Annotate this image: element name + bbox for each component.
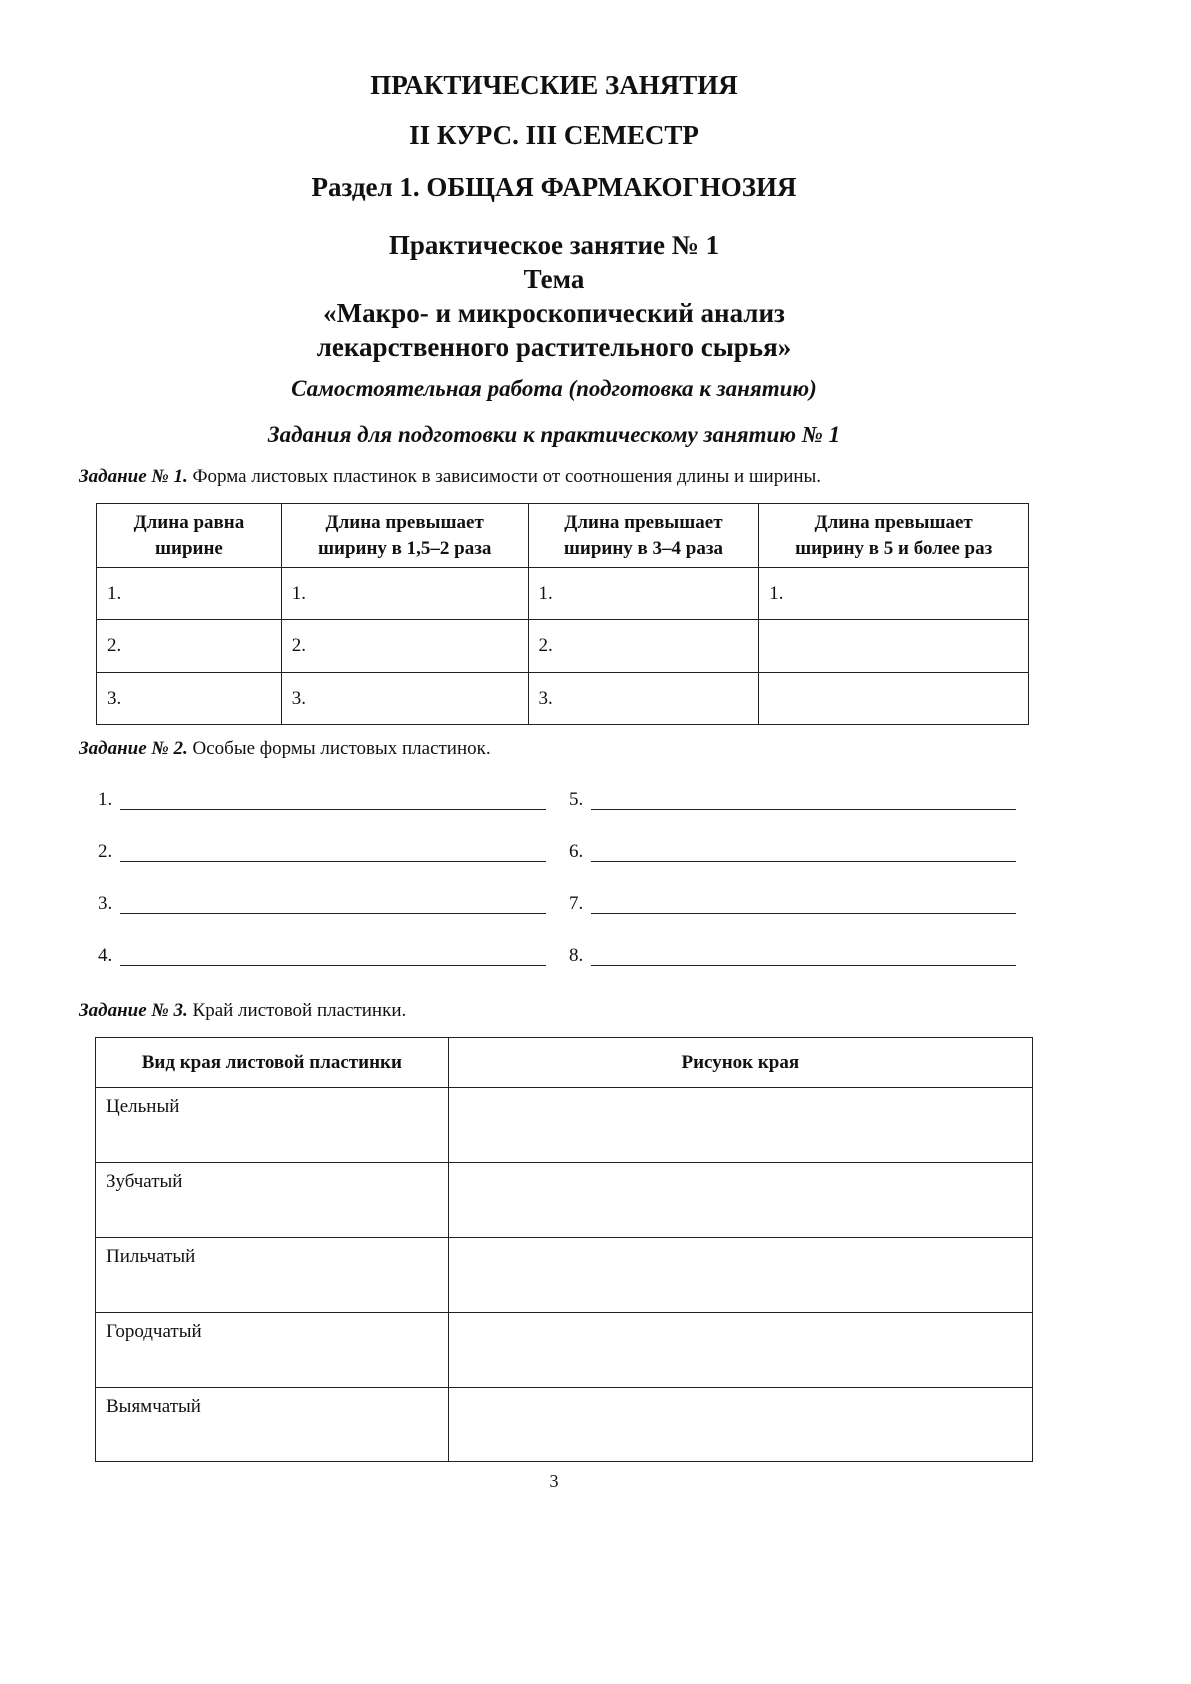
- table-header-row: [97, 504, 1029, 568]
- answer-line-6[interactable]: 6.: [569, 841, 583, 863]
- task-3-text: Край листовой пластинки.: [187, 1000, 407, 1021]
- table-cell[interactable]: 2.: [528, 620, 759, 673]
- table-cell[interactable]: 3.: [281, 673, 528, 725]
- table-header-row: [96, 1038, 1033, 1088]
- table-row: [96, 1388, 1033, 1462]
- course-semester: II КУРС. III СЕМЕСТР: [409, 120, 699, 150]
- answer-line-1[interactable]: 1.: [98, 789, 112, 811]
- topic-line-2: лекарственного растительного сырья»: [316, 332, 792, 362]
- task-2-text: Особые формы листовых пластинок.: [187, 738, 491, 759]
- table-row: [96, 1313, 1033, 1388]
- topic-line-1: «Макро- и микроскопический анализ: [323, 298, 785, 328]
- table-row: [96, 1163, 1033, 1238]
- page-header-title: ПРАКТИЧЕСКИЕ ЗАНЯТИЯ: [370, 70, 738, 100]
- table-cell[interactable]: 1.: [528, 568, 759, 620]
- drawing-cell[interactable]: [448, 1388, 1032, 1462]
- table-row: [96, 1238, 1033, 1313]
- task-2-heading: [79, 738, 491, 760]
- margin-type-cell: Цельный: [96, 1088, 449, 1163]
- table-cell[interactable]: 1.: [281, 568, 528, 620]
- answer-line-4[interactable]: 4.: [98, 945, 112, 967]
- answer-line-5[interactable]: 5.: [569, 789, 583, 811]
- table-cell[interactable]: 1.: [97, 568, 282, 620]
- table-row: [97, 620, 1029, 673]
- column-header: Длина равна ширине: [97, 504, 282, 568]
- table-cell[interactable]: 2.: [97, 620, 282, 673]
- lesson-title: Практическое занятие № 1: [388, 230, 720, 260]
- task-1-label: Задание № 1.: [79, 466, 188, 487]
- margin-type-cell: Городчатый: [96, 1313, 449, 1388]
- column-header: Длина превышает ширину в 1,5–2 раза: [281, 504, 528, 568]
- topic-label: Тема: [523, 264, 585, 294]
- section-title: Раздел 1. ОБЩАЯ ФАРМАКОГНОЗИЯ: [311, 172, 797, 202]
- margin-type-cell: Пильчатый: [96, 1238, 449, 1313]
- task-2-label: Задание № 2.: [79, 738, 188, 759]
- self-work-heading: Самостоятельная работа (подготовка к занятию): [291, 376, 817, 401]
- task-3-heading: [79, 1000, 406, 1022]
- task-1-heading: [79, 466, 821, 488]
- table-cell[interactable]: 1.: [759, 568, 1029, 620]
- table-row: [96, 1088, 1033, 1163]
- column-header: Вид края листовой пластинки: [96, 1038, 449, 1088]
- margin-type-cell: Выямчатый: [96, 1388, 449, 1462]
- task-3-label: Задание № 3.: [79, 1000, 188, 1021]
- drawing-cell[interactable]: [448, 1313, 1032, 1388]
- table-row: [97, 568, 1029, 620]
- drawing-cell[interactable]: [448, 1238, 1032, 1313]
- table-cell[interactable]: 3.: [97, 673, 282, 725]
- drawing-cell[interactable]: [448, 1163, 1032, 1238]
- answer-line-8[interactable]: 8.: [569, 945, 583, 967]
- page-number: 3: [549, 1471, 559, 1491]
- leaf-margin-table: [95, 1037, 1033, 1462]
- table-cell[interactable]: [759, 620, 1029, 673]
- task-1-text: Форма листовых пластинок в зависимости от соотношения длины и ширины.: [187, 466, 822, 487]
- drawing-cell[interactable]: [448, 1088, 1032, 1163]
- column-header: Рисунок края: [448, 1038, 1032, 1088]
- answer-line-3[interactable]: 3.: [98, 893, 112, 915]
- column-header: Длина превышает ширину в 3–4 раза: [528, 504, 759, 568]
- leaf-shape-table: [96, 503, 1029, 725]
- answer-line-2[interactable]: 2.: [98, 841, 112, 863]
- margin-type-cell: Зубчатый: [96, 1163, 449, 1238]
- table-cell[interactable]: 2.: [281, 620, 528, 673]
- tasks-heading: Задания для подготовки к практическому занятию № 1: [267, 422, 841, 447]
- table-cell[interactable]: [759, 673, 1029, 725]
- table-cell[interactable]: 3.: [528, 673, 759, 725]
- table-row: [97, 673, 1029, 725]
- answer-line-7[interactable]: 7.: [569, 893, 583, 915]
- column-header: Длина превышает ширину в 5 и более раз: [759, 504, 1029, 568]
